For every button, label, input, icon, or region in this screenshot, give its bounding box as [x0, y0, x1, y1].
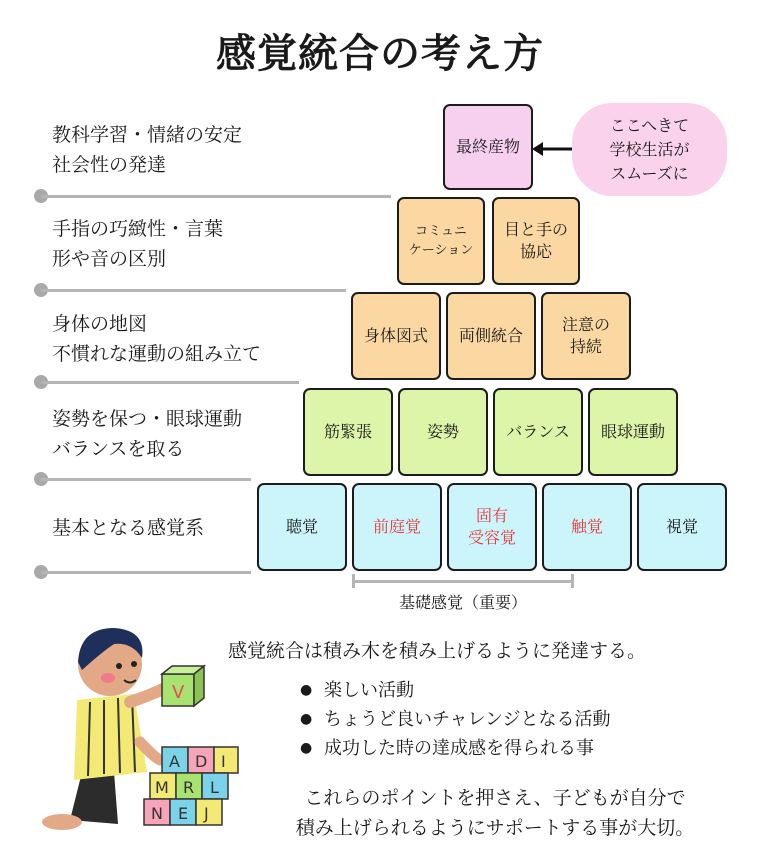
closing-text	[250, 783, 740, 843]
pyramid-hearing-l1: 聴覚	[285, 517, 318, 536]
pyramid-proprioception-l1: 固有	[475, 506, 508, 525]
pyramid-communication-l1: コミュニ	[415, 224, 467, 239]
pyramid-proprioception-l2: 受容覚	[467, 528, 516, 547]
bullet-item: ● 楽しい活動	[300, 676, 611, 705]
level-3-divider	[41, 381, 299, 384]
pyramid-eye-hand-l1: 目と手の	[503, 220, 568, 239]
block-letter-d: D	[195, 752, 208, 771]
level-1-divider	[41, 195, 391, 198]
level-5-line1: 基本となる感覚系	[52, 517, 205, 539]
level-2-text	[52, 214, 223, 274]
level-3-line1: 身体の地図	[52, 313, 148, 335]
pyramid-muscle-tone	[303, 388, 393, 476]
bubble-line1: ここへきて	[609, 115, 690, 135]
level-3-text	[52, 309, 261, 369]
pyramid-vision	[637, 483, 727, 571]
closing-line1: これらのポイントを押さえ、子どもが自分で	[304, 787, 686, 809]
summary-text: 感覚統合は積み木を積み上げるように発達する。	[228, 640, 647, 662]
level-1-line1: 教科学習・情緒の安定	[52, 124, 243, 146]
pyramid-final-product-label: 最終産物	[455, 137, 520, 156]
level-2-line1: 手指の巧緻性・言葉	[52, 218, 224, 240]
bubble-line2: 学校生活が	[609, 139, 690, 159]
child-with-blocks-illustration	[22, 622, 252, 837]
level-1-text	[52, 120, 242, 180]
pyramid-attention-l1: 注意の	[561, 315, 610, 334]
level-5-text	[52, 513, 204, 543]
pyramid-posture	[398, 388, 488, 476]
pyramid-final-product	[443, 104, 533, 190]
pyramid-touch-l1: 触覚	[570, 517, 603, 536]
page-title: 感覚統合の考え方	[216, 31, 544, 77]
pyramid-body-schema-l1: 身体図式	[363, 326, 428, 345]
pyramid-communication-l2: ケーション	[408, 243, 474, 258]
pyramid-muscle-tone-label: 筋緊張	[323, 422, 372, 441]
speech-bubble	[572, 103, 727, 196]
basic-senses-label: 基礎感覚（重要）	[398, 593, 527, 612]
block-letter-j: J	[204, 804, 209, 823]
pyramid-attention-l2: 持続	[569, 337, 602, 356]
pyramid-vision-l1: 視覚	[665, 517, 698, 536]
pyramid-bilateral-l1: 両側統合	[458, 326, 523, 345]
basic-senses-bracket-line	[352, 580, 574, 583]
pyramid-eye-hand	[492, 197, 580, 285]
pyramid-balance-label: バランス	[506, 422, 570, 441]
pyramid-eye-movement-label: 眼球運動	[600, 422, 665, 441]
level-4-line1: 姿勢を保つ・眼球運動	[52, 408, 243, 430]
closing-line2: 積み上げられるようにサポートする事が大切。	[295, 817, 695, 839]
pyramid-communication	[397, 197, 485, 285]
pyramid-proprioception	[447, 483, 537, 571]
level-2-line2: 形や音の区別	[52, 248, 167, 270]
level-2-divider	[41, 289, 346, 292]
pyramid-hearing	[257, 483, 347, 571]
level-1-line2: 社会性の発達	[52, 154, 167, 176]
level-4-divider	[41, 478, 251, 481]
level-4-text	[52, 404, 242, 464]
pyramid-touch	[542, 483, 632, 571]
block-letter-n: N	[151, 804, 163, 823]
pyramid-bilateral	[446, 292, 536, 380]
block-letter-a: A	[169, 752, 180, 771]
pyramid-eye-hand-l2: 協応	[519, 242, 552, 261]
activity-bullet-list	[300, 676, 611, 763]
block-letter-m: M	[155, 778, 169, 797]
pyramid-posture-label: 姿勢	[426, 422, 459, 441]
bullet-item: ● 成功した時の達成感を得られる事	[300, 734, 611, 763]
pyramid-body-schema	[351, 292, 441, 380]
block-letter-v: V	[172, 682, 185, 703]
block-letter-l: L	[210, 778, 219, 797]
block-letter-e: E	[178, 804, 189, 823]
pyramid-balance	[493, 388, 583, 476]
pyramid-attention	[541, 292, 631, 380]
level-5-divider	[41, 571, 251, 574]
pyramid-vestibular-l1: 前庭覚	[372, 517, 421, 536]
pyramid-vestibular	[352, 483, 442, 571]
pyramid-eye-movement	[588, 388, 678, 476]
level-4-line2: バランスを取る	[52, 438, 185, 460]
block-letter-i: I	[221, 752, 226, 771]
block-letter-r: R	[183, 778, 195, 797]
level-3-line2: 不慣れな運動の組み立て	[52, 343, 262, 365]
bubble-line3: スムーズに	[610, 163, 689, 183]
bullet-item: ● ちょうど良いチャレンジとなる活動	[300, 705, 611, 734]
arrow-left-icon	[530, 139, 576, 159]
